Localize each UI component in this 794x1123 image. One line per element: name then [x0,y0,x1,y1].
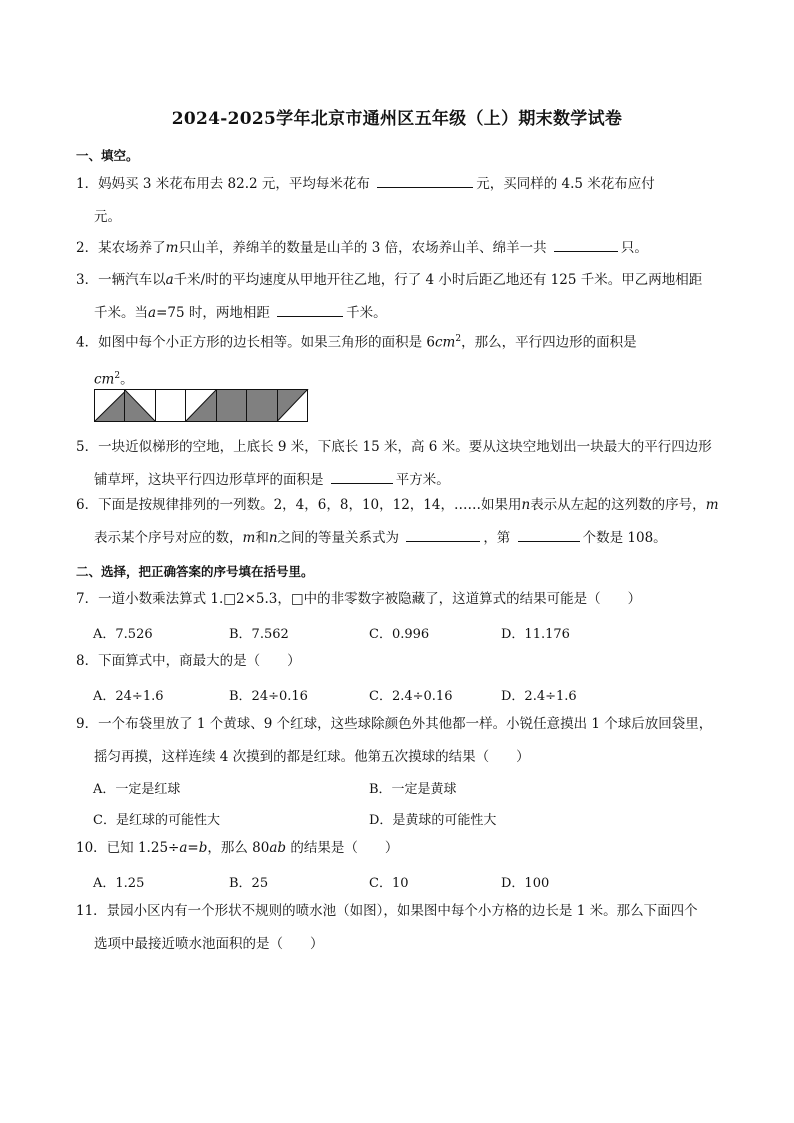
question-2 [76,232,724,265]
q9-line-1: 9．一个布袋里放了 1 个黄球、9 个红球，这些球除颜色外其他都一样。小锐任意摸出 1 个球后放回袋里， [76,716,713,732]
q5-text-a: 5．一块近似梯形的空地，上底长 9 米，下底长 15 米，高 6 米。要从这块空地划出一块最大的平行四边形 [76,439,712,455]
q4-unit-2: cm [94,371,115,387]
question-10 [76,832,724,865]
q6-var-n-2: n [268,530,278,546]
q10-text-b: = [187,840,199,856]
section-choice-heading: 二、选择，把正确答案的序号填在括号里。 [76,564,314,579]
q10-option-b[interactable]: B．25 [229,876,269,891]
question-7: 7．一道小数乘法算式 1.□2×5.3，□中的非零数字被隐藏了，这道算式的结果可能是（ ） [76,591,642,607]
q6-blank-1 [406,527,480,542]
q9-option-c[interactable]: C．是红球的可能性大 [93,813,220,828]
section-fill-blank-heading: 一、填空。 [76,148,139,163]
q6-var-n: n [521,497,531,513]
q3-text-d: =75 时，两地相距 [156,305,275,321]
q10-text-d: 的结果是（ ） [286,840,399,856]
q6-text-g: 个数是 108。 [582,530,667,546]
q6-blank-2 [518,527,580,542]
q3-var-a: a [165,272,174,288]
question-1 [76,168,724,234]
q4-text-b: ，那么，平行四边形的面积是 [461,334,637,351]
q6-text-a: 6．下面是按规律排列的一列数。2，4，6，8，10，12，14，……如果用 [76,497,522,513]
q1-text-c: 元。 [94,209,121,225]
q3-text-b: 千米/时的平均速度从甲地开往乙地，行了 4 小时后距乙地还有 125 千米。甲乙两地相距 [173,272,703,288]
q1-text-b: 元，买同样的 4.5 米花布应付 [476,176,655,192]
q9-option-a[interactable]: A．一定是红球 [93,782,181,797]
q9-option-b[interactable]: B．一定是黄球 [369,782,457,797]
q4-text-c: 。 [120,371,134,387]
q10-text-c: ，那么 80 [207,840,270,856]
q3-var-a-2: a [148,305,157,321]
q4-unit-sup-2: 2 [114,370,121,381]
q4-text-a: 4．如图中每个小正方形的边长相等。如果三角形的面积是 6 [76,334,435,351]
q10-text-a: 10．已知 1.25÷ [76,840,180,856]
q5-blank [331,469,393,484]
question-5 [76,431,724,497]
q10-option-d[interactable]: D．100 [501,876,550,891]
shaded-triangle-left [95,392,125,422]
q11-line-1: 11．景园小区内有一个形状不规则的喷水池（如图），如果图中每个小方格的边长是 1 米。那么下面四个 [76,903,698,919]
q2-text-c: 只。 [620,240,648,256]
q2-text-a: 2．某农场养了 [76,240,166,256]
q2-blank [554,237,618,252]
q4-unit: cm [434,334,456,351]
q8-option-b[interactable]: B．24÷0.16 [229,689,308,704]
q7-option-a[interactable]: A．7.526 [93,627,153,642]
page-title: 2024-2025学年北京市通州区五年级（上）期末数学试卷 [171,109,623,129]
q1-blank-1 [377,173,473,188]
question-6 [76,489,724,555]
question-9 [76,708,724,774]
question-4 [76,323,724,396]
q7-option-b[interactable]: B．7.562 [229,627,289,642]
q6-var-m-2: m [242,530,256,546]
squares-figure [94,389,310,423]
q10-var-ab: ab [269,840,287,856]
question-3 [76,264,724,330]
q1-text-a: 1．妈妈买 3 米花布用去 82.2 元，平均每米花布 [76,176,375,192]
q6-text-d: 和 [255,530,269,546]
q6-text-b: 表示从左起的这列数的序号， [530,497,706,513]
q11-line-2: 选项中最接近喷水池面积的是（ ） [94,936,324,952]
q10-option-c[interactable]: C．10 [369,876,409,891]
q2-var-m: m [165,240,179,256]
q2-text-b: 只山羊，养绵羊的数量是山羊的 3 倍，农场养山羊、绵羊一共 [178,240,551,256]
question-11 [76,895,724,961]
q6-var-m: m [705,497,719,513]
question-8: 8．下面算式中，商最大的是（ ） [76,653,301,669]
q9-line-2: 摇匀再摸，这样连续 4 次摸到的都是红球。他第五次摸球的结果（ ） [94,749,530,765]
q10-var-b: b [198,840,208,856]
q3-text-a: 3．一辆汽车以 [76,272,166,288]
q7-option-c[interactable]: C．0.996 [369,627,430,642]
q6-text-e: 之间的等量关系式为 [277,530,404,546]
q8-option-d[interactable]: D．2.4÷1.6 [501,689,577,704]
q5-text-b: 铺草坪，这块平行四边形草坪的面积是 [94,472,328,488]
q9-option-d[interactable]: D．是黄球的可能性大 [369,813,497,828]
q6-text-c: 表示某个序号对应的数， [94,530,243,546]
q6-text-f: ，第 [483,530,515,546]
q4-unit-sup: 2 [455,334,462,344]
q5-text-c: 平方米。 [395,472,450,488]
q3-text-c: 千米。当 [94,305,148,321]
q10-option-a[interactable]: A．1.25 [93,876,145,891]
q8-option-a[interactable]: A．24÷1.6 [93,689,164,704]
q10-var-a: a [179,840,188,856]
q8-option-c[interactable]: C．2.4÷0.16 [369,689,453,704]
q7-option-d[interactable]: D．11.176 [501,627,570,642]
q3-blank [277,302,343,317]
q3-text-e: 千米。 [346,305,387,321]
shaded-triangle-right [125,390,156,422]
